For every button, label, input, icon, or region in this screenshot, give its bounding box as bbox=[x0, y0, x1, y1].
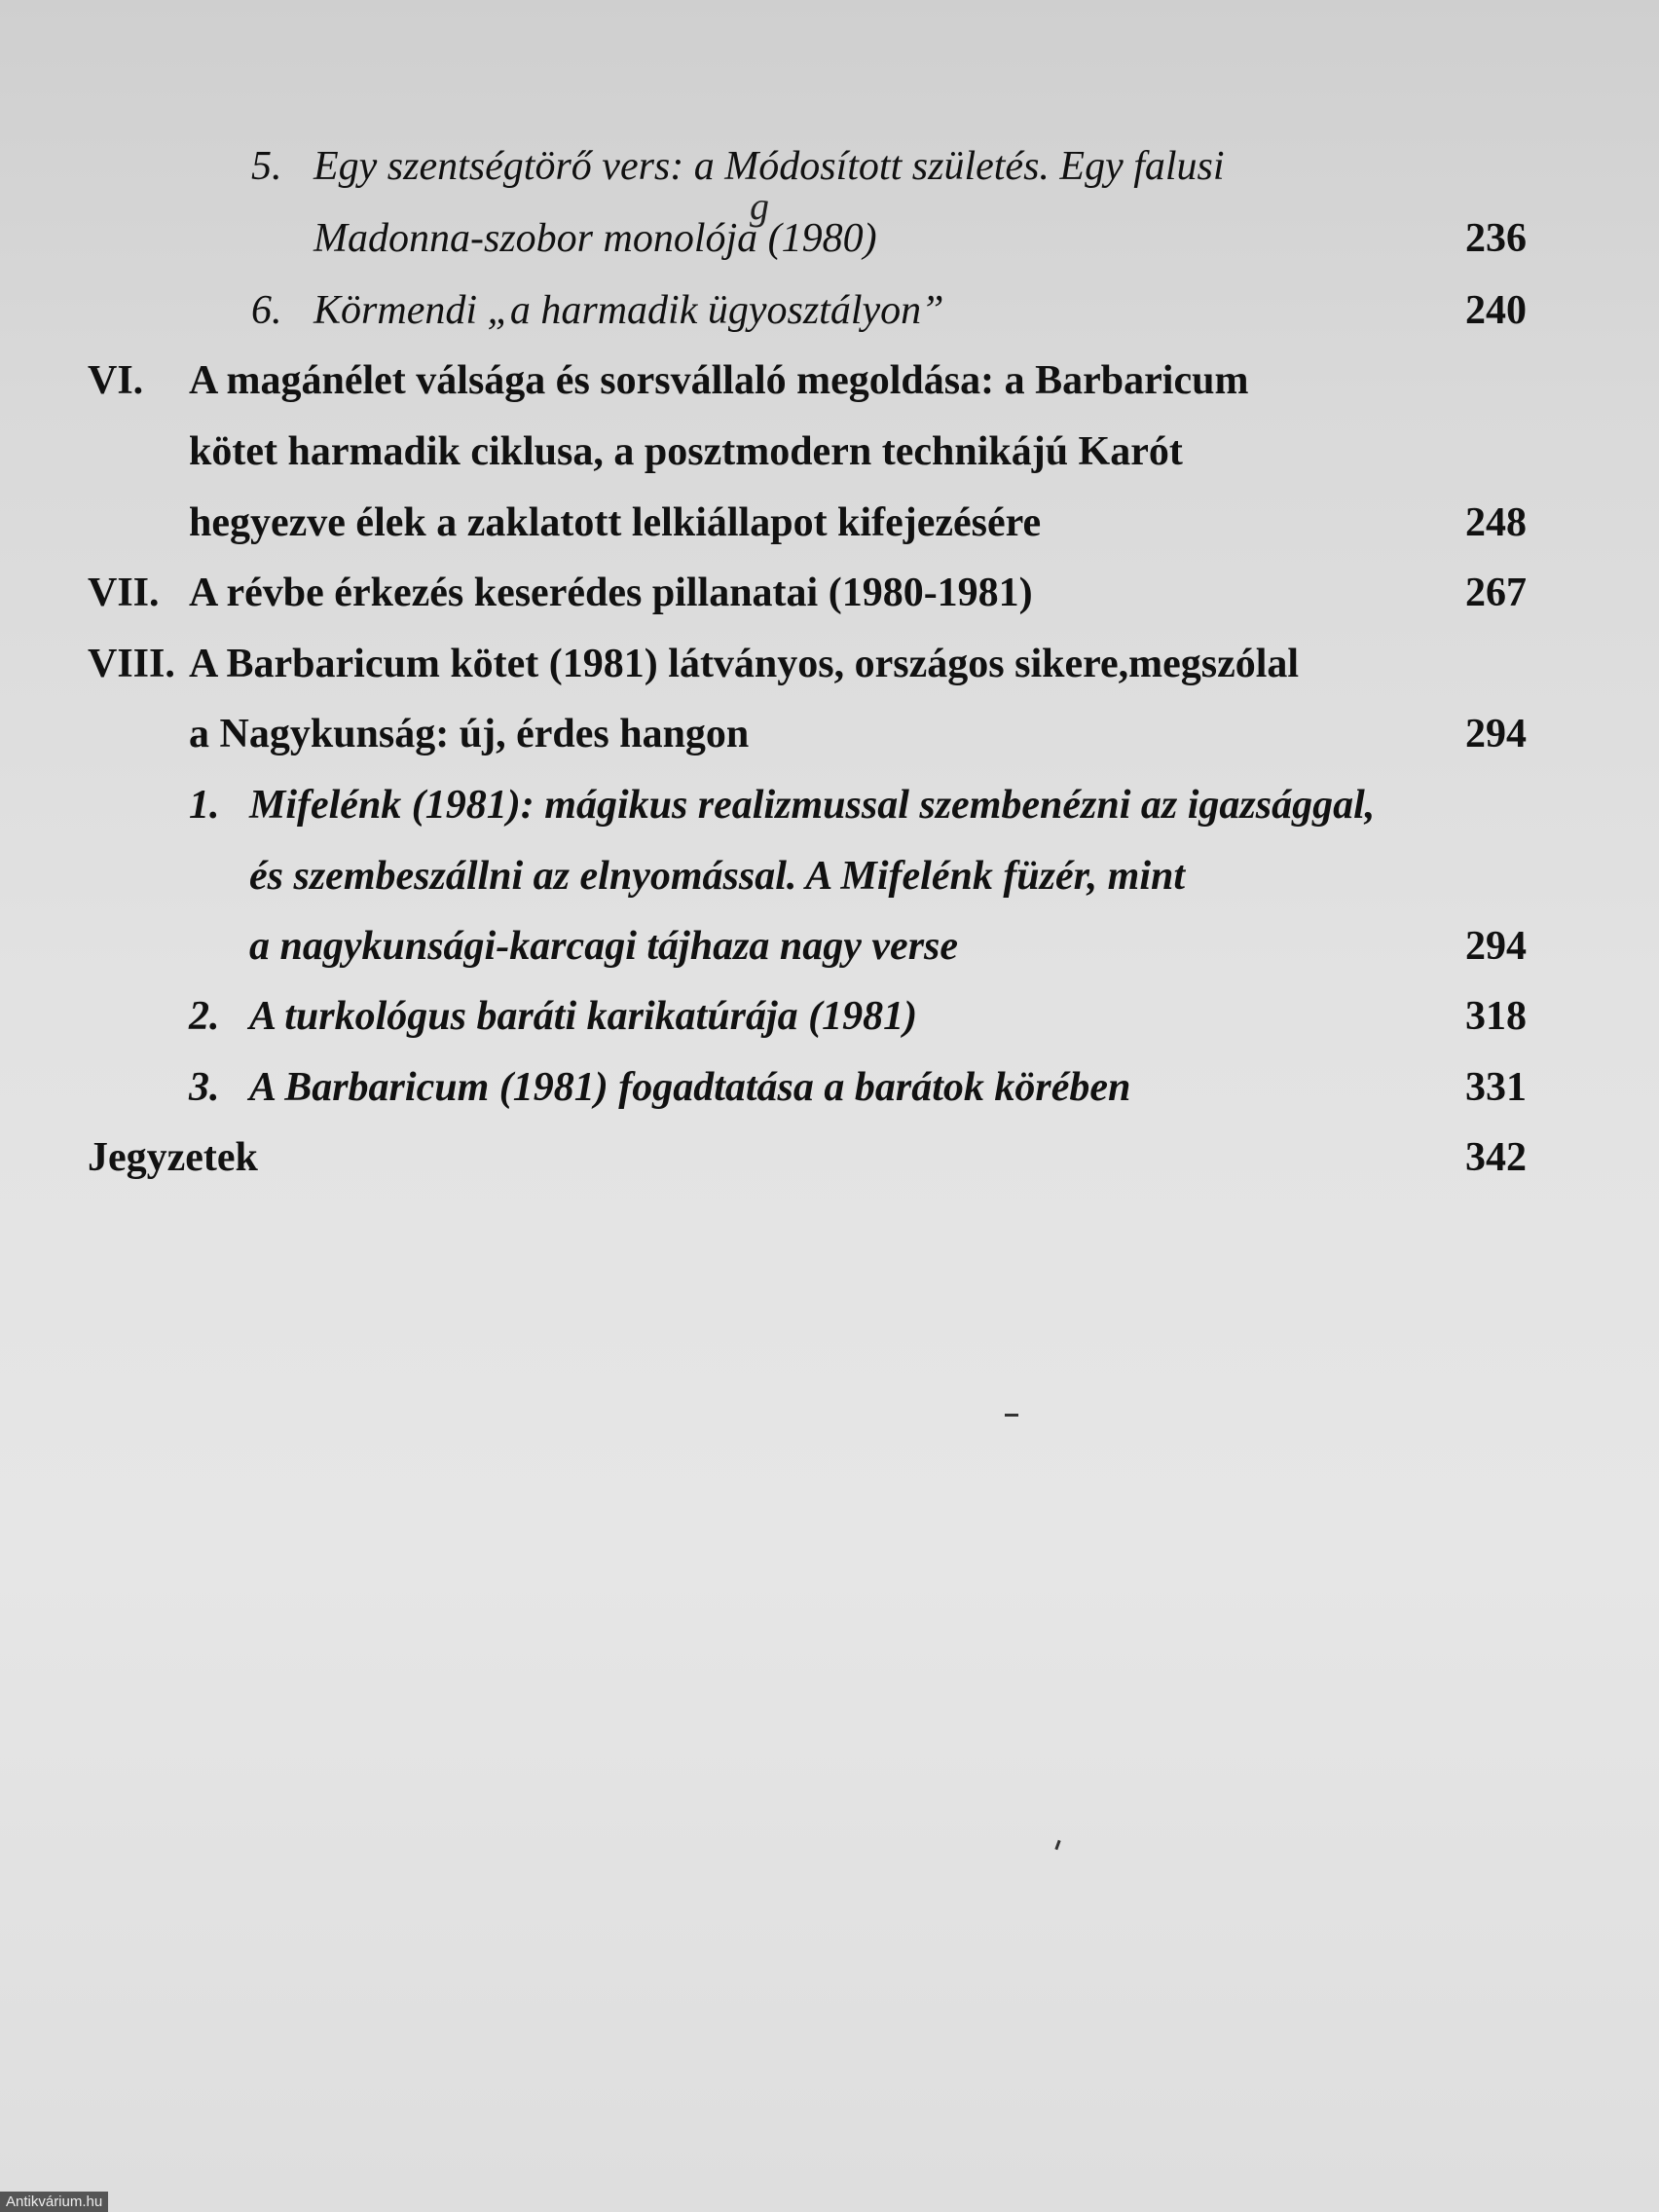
toc-chapter-label: VI. bbox=[88, 358, 144, 403]
toc-entry-text: hegyezve élek a zaklatott lelkiállapot kifejezésére bbox=[189, 500, 1042, 545]
handwritten-correction: g bbox=[750, 184, 769, 228]
toc-entry-text: Körmendi „a harmadik ügyosztályon” bbox=[313, 288, 944, 333]
ink-speck bbox=[1005, 1414, 1018, 1417]
toc-entry-text: A Barbaricum (1981) fogadtatása a barátok körében bbox=[249, 1065, 1131, 1110]
toc-page-number: 248 bbox=[1465, 500, 1527, 545]
toc-label: 3. bbox=[189, 1065, 220, 1110]
toc-entry-text: A Barbaricum kötet (1981) látványos, országos sikere,megszólal bbox=[189, 642, 1300, 686]
toc-entry-text: Jegyzetek bbox=[88, 1135, 258, 1180]
toc-page-number: 331 bbox=[1465, 1065, 1527, 1110]
toc-entry-text: a nagykunsági-karcagi tájhaza nagy verse bbox=[249, 924, 959, 969]
toc-page-number: 318 bbox=[1465, 994, 1527, 1039]
toc-chapter-label: VII. bbox=[88, 571, 160, 615]
toc-page-number: 236 bbox=[1465, 216, 1527, 261]
toc-page-number: 267 bbox=[1465, 571, 1527, 615]
toc-label: 5. bbox=[251, 144, 282, 189]
toc-page-number: 342 bbox=[1465, 1135, 1527, 1180]
toc-page-number: 294 bbox=[1465, 924, 1527, 969]
toc-page-number: 294 bbox=[1465, 712, 1527, 756]
toc-entry-text: A magánélet válsága és sorsvállaló megoldása: a Barbaricum bbox=[189, 358, 1249, 403]
toc-label: 6. bbox=[251, 288, 282, 333]
toc-chapter-label: VIII. bbox=[88, 642, 175, 686]
toc-label: 1. bbox=[189, 783, 220, 828]
toc-label: 2. bbox=[189, 994, 220, 1039]
toc-entry-text: és szembeszállni az elnyomással. A Mifelénk füzér, mint bbox=[249, 854, 1186, 899]
toc-page-number: 240 bbox=[1465, 288, 1527, 333]
toc-entry-text: Madonna-szobor monolója (1980) bbox=[313, 216, 877, 261]
watermark: Antikvárium.hu bbox=[0, 2192, 108, 2212]
toc-entry-text: A turkológus baráti karikatúrája (1981) bbox=[249, 994, 918, 1039]
toc-entry-text: Egy szentségtörő vers: a Módosított születés. Egy falusi bbox=[313, 144, 1225, 189]
toc-entry-text: A révbe érkezés keserédes pillanatai (1980-1981) bbox=[189, 571, 1033, 615]
toc-entry-text: a Nagykunság: új, érdes hangon bbox=[189, 712, 750, 756]
toc-entry-text: Mifelénk (1981): mágikus realizmussal szembenézni az igazsággal, bbox=[249, 783, 1376, 828]
toc-entry-text: kötet harmadik ciklusa, a posztmodern technikájú Karót bbox=[189, 429, 1183, 474]
